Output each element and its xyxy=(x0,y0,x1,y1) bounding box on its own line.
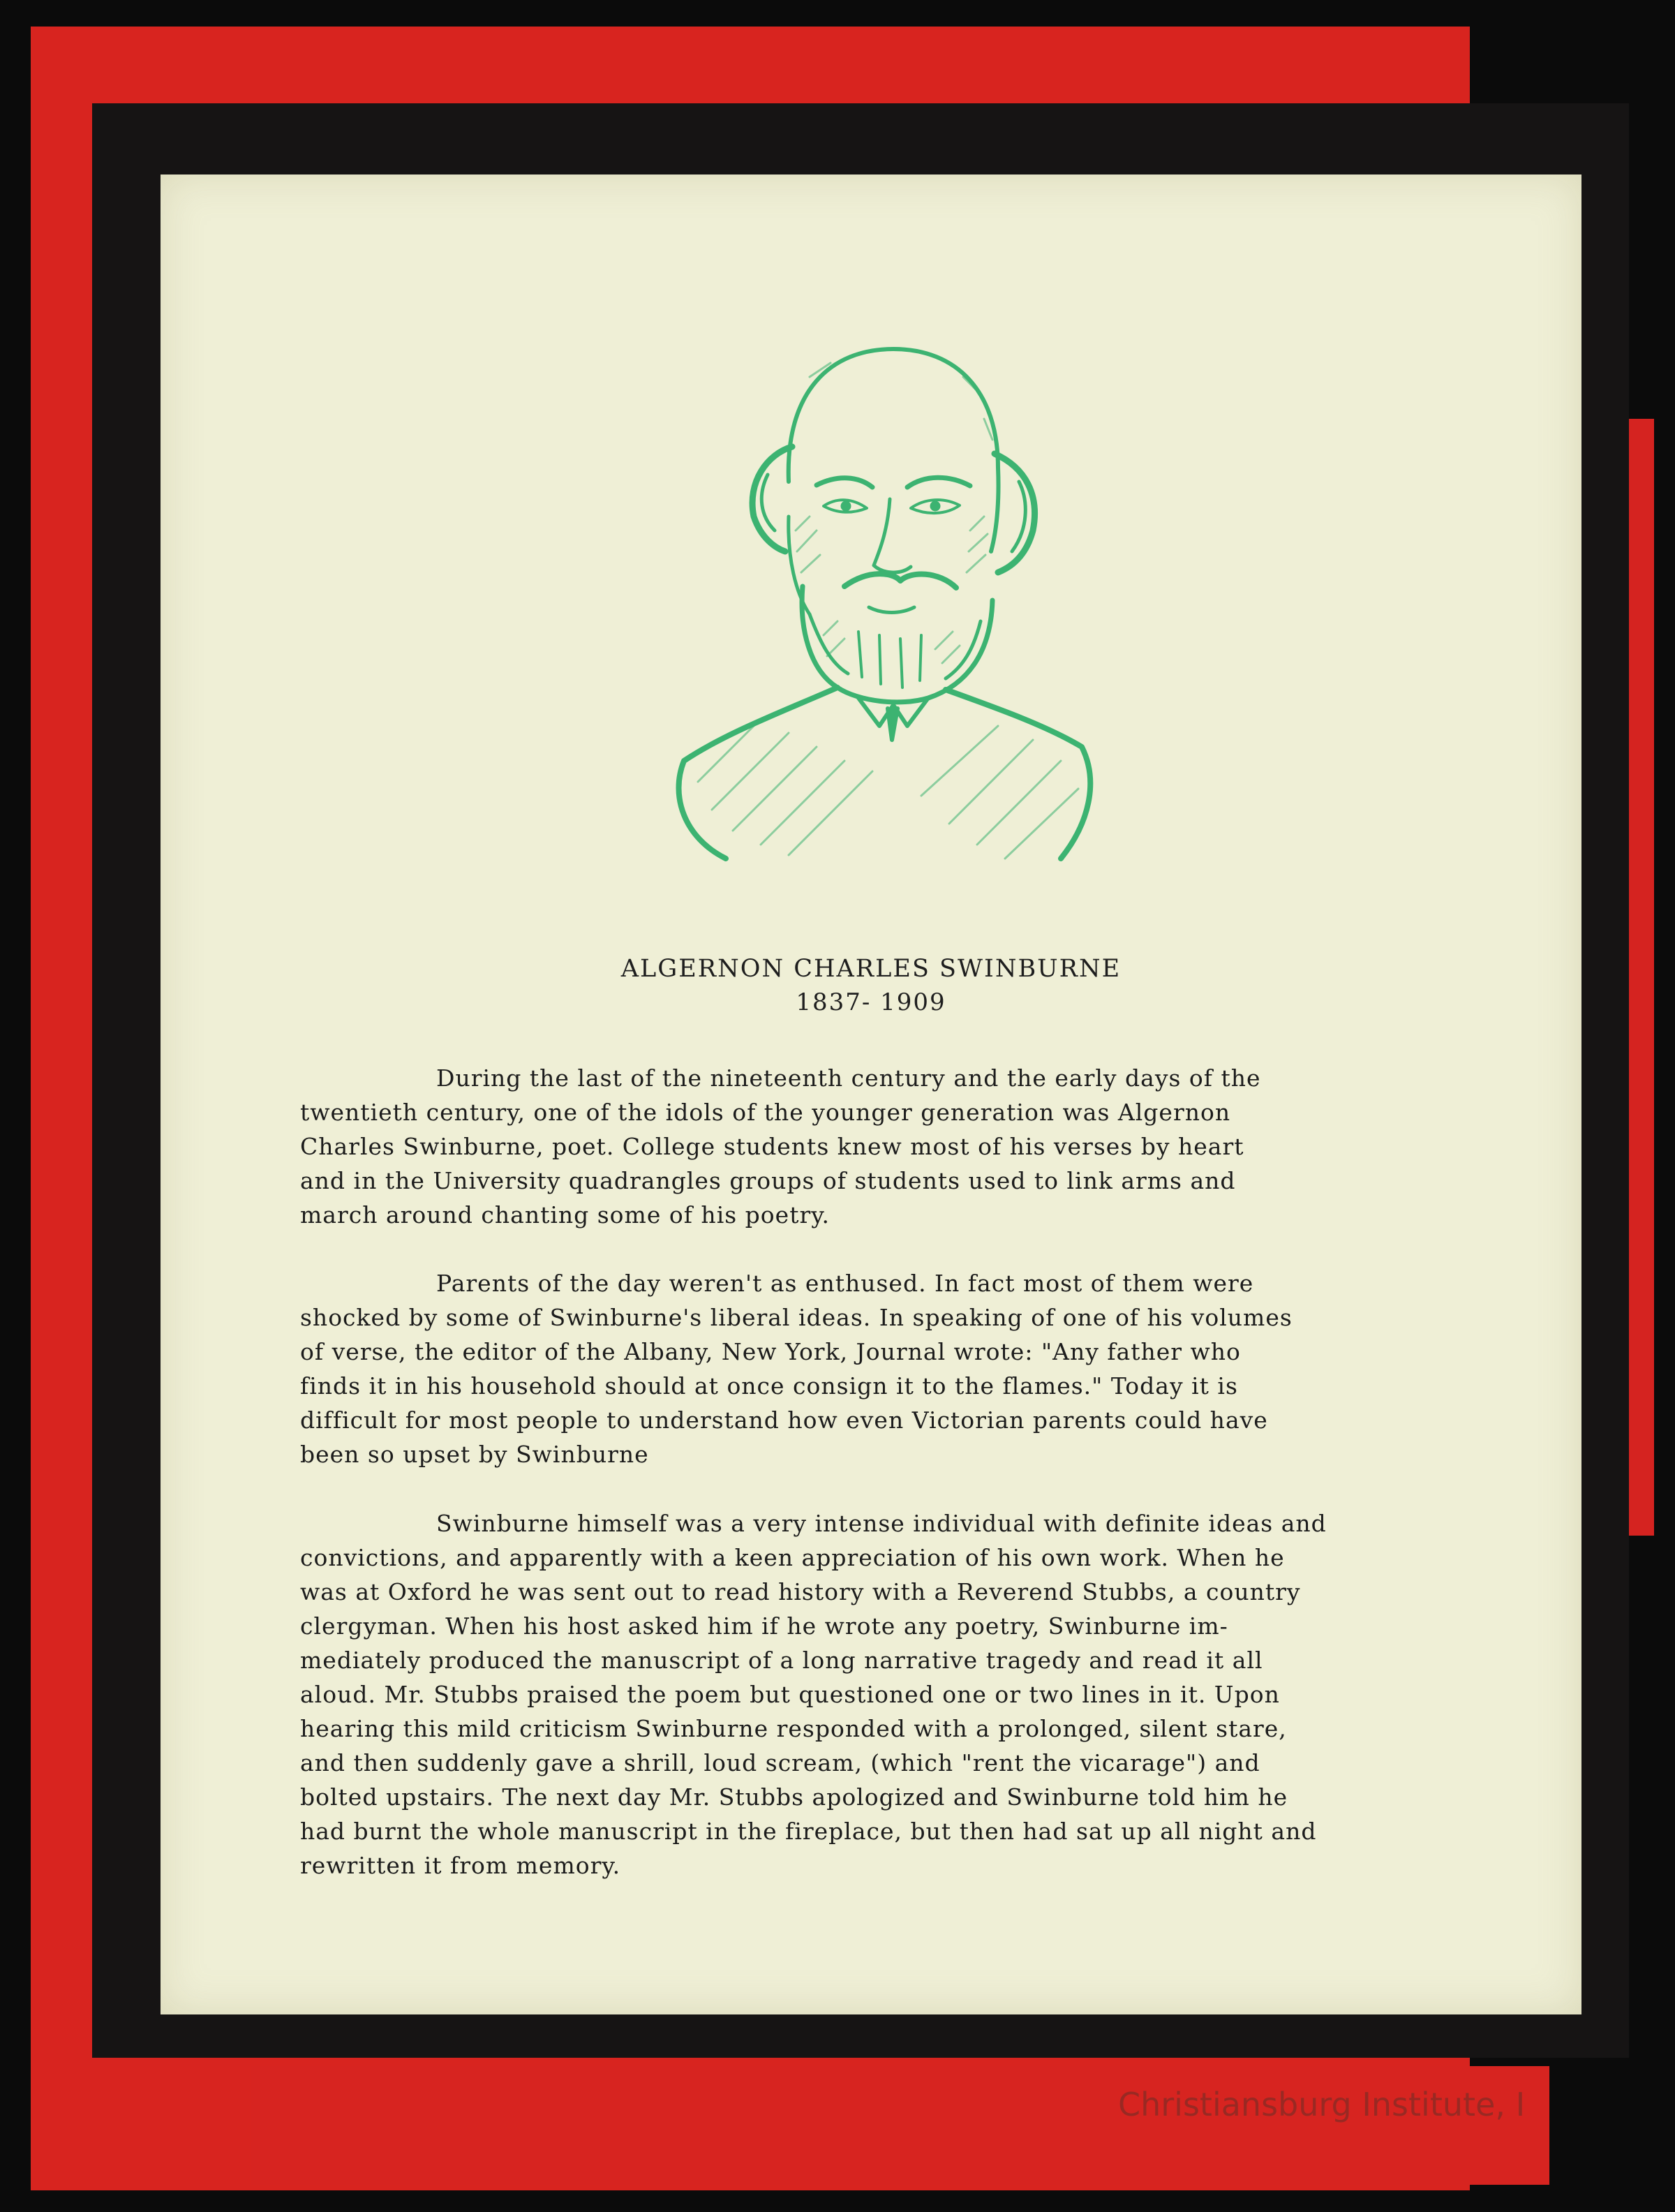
watermark: Christiansburg Institute, I xyxy=(1118,2086,1526,2123)
paragraph-1 xyxy=(300,1061,1542,1232)
document-dates: 1837- 1909 xyxy=(796,988,946,1016)
paragraph-line: twentieth century, one of the idols of the younger generation was Algernon xyxy=(300,1099,1231,1126)
portrait-illustration xyxy=(670,307,1103,866)
paragraph-line: been so upset by Swinburne xyxy=(300,1441,649,1468)
paragraph-line: During the last of the nineteenth century and the early days of the xyxy=(436,1064,1261,1092)
paragraph-line: convictions, and apparently with a keen appreciation of his own work. When he xyxy=(300,1544,1285,1571)
paragraph-line: clergyman. When his host asked him if he wrote any poetry, Swinburne im- xyxy=(300,1612,1228,1640)
paragraph-line: finds it in his household should at once consign it to the flames." Today it is xyxy=(300,1372,1238,1400)
paragraph-line: and in the University quadrangles groups of students used to link arms and xyxy=(300,1167,1236,1194)
paragraph-2 xyxy=(300,1266,1542,1471)
paragraph-line: bolted upstairs. The next day Mr. Stubbs apologized and Swinburne told him he xyxy=(300,1783,1288,1811)
red-backing-board-bottom xyxy=(251,2066,1549,2185)
paragraph-line: difficult for most people to understand how even Victorian parents could have xyxy=(300,1406,1268,1434)
paragraph-3 xyxy=(300,1506,1542,1883)
document-title: ALGERNON CHARLES SWINBURNE xyxy=(620,955,1122,983)
paragraph-line: Swinburne himself was a very intense individual with definite ideas and xyxy=(436,1510,1327,1537)
paragraph-line: shocked by some of Swinburne's liberal ideas. In speaking of one of his volumes xyxy=(300,1304,1293,1331)
paragraph-line: aloud. Mr. Stubbs praised the poem but questioned one or two lines in it. Upon xyxy=(300,1681,1280,1708)
paragraph-line: mediately produced the manuscript of a long narrative tragedy and read it all xyxy=(300,1647,1263,1674)
paragraph-line: Parents of the day weren't as enthused. In fact most of them were xyxy=(436,1270,1254,1297)
paragraph-line: rewritten it from memory. xyxy=(300,1852,621,1879)
paragraph-line: hearing this mild criticism Swinburne responded with a prolonged, silent stare, xyxy=(300,1715,1287,1742)
paragraph-line: had burnt the whole manuscript in the fireplace, but then had sat up all night and xyxy=(300,1818,1317,1845)
paragraph-line: march around chanting some of his poetry. xyxy=(300,1201,830,1229)
document-sheet xyxy=(161,175,1581,2014)
paragraph-line: and then suddenly gave a shrill, loud scream, (which "rent the vicarage") and xyxy=(300,1749,1260,1776)
paragraph-line: Charles Swinburne, poet. College students knew most of his verses by heart xyxy=(300,1133,1244,1160)
paragraph-line: was at Oxford he was sent out to read history with a Reverend Stubbs, a country xyxy=(300,1578,1301,1605)
paragraph-line: of verse, the editor of the Albany, New York, Journal wrote: "Any father who xyxy=(300,1338,1241,1365)
